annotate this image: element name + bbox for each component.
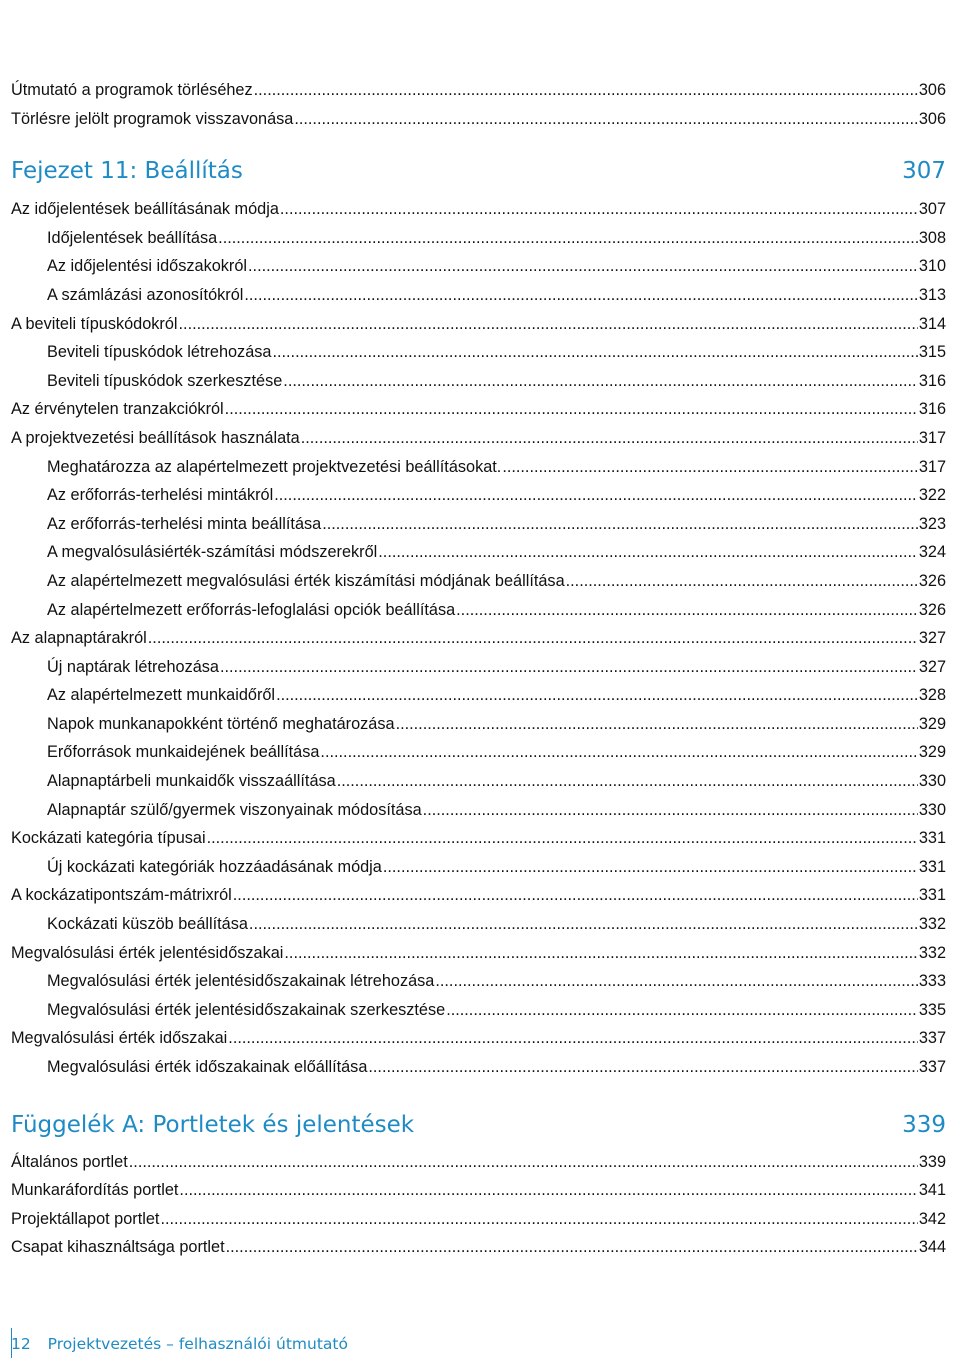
dot-leader bbox=[368, 1053, 917, 1082]
toc-entry[interactable] bbox=[11, 853, 946, 882]
toc-entry-title: Az alapértelmezett munkaidőről bbox=[47, 686, 276, 705]
toc-entry-page: 323 bbox=[918, 514, 946, 533]
chapter-page: 307 bbox=[902, 158, 946, 185]
toc-entry[interactable] bbox=[11, 510, 946, 539]
dot-leader bbox=[456, 596, 918, 625]
dot-leader bbox=[218, 224, 918, 253]
dot-leader bbox=[248, 252, 918, 281]
dot-leader bbox=[228, 1024, 918, 1053]
toc-entry-page: 329 bbox=[918, 714, 946, 733]
toc-entry[interactable] bbox=[11, 1176, 946, 1205]
toc-entry[interactable] bbox=[11, 824, 946, 853]
toc-entry-title: Az erőforrás-terhelési minta beállítása bbox=[47, 514, 322, 533]
toc-entry-page: 314 bbox=[918, 314, 946, 333]
toc-entry[interactable] bbox=[11, 76, 946, 105]
toc-entry-title: Az időjelentési időszakokról bbox=[47, 257, 248, 276]
dot-leader bbox=[160, 1205, 917, 1234]
dot-leader bbox=[283, 367, 918, 396]
toc-entry-page: 317 bbox=[918, 428, 946, 447]
toc-entry-title: Megvalósulási érték jelentésidőszakai bbox=[11, 943, 284, 962]
dot-leader bbox=[502, 453, 918, 482]
dot-leader bbox=[274, 481, 918, 510]
toc-entry[interactable] bbox=[11, 224, 946, 253]
toc-entry-page: 333 bbox=[918, 972, 946, 991]
toc-entry-title: A projektvezetési beállítások használata bbox=[11, 428, 300, 447]
toc-entry[interactable] bbox=[11, 395, 946, 424]
toc-entry-title: Megvalósulási érték jelentésidőszakainak szerkesztése bbox=[47, 1000, 446, 1019]
toc-entry[interactable] bbox=[11, 681, 946, 710]
toc-entry-page: 344 bbox=[918, 1238, 946, 1257]
toc-entry-page: 306 bbox=[918, 109, 946, 128]
toc-entry-page: 330 bbox=[918, 800, 946, 819]
dot-leader bbox=[179, 310, 918, 339]
toc-entry[interactable] bbox=[11, 967, 946, 996]
dot-leader bbox=[220, 653, 918, 682]
toc-entry-page: 316 bbox=[918, 400, 946, 419]
toc-entry-title: Csapat kihasználtsága portlet bbox=[11, 1238, 225, 1257]
toc-entry-page: 322 bbox=[918, 486, 946, 505]
toc-entry-title: Útmutató a programok törléséhez bbox=[11, 81, 253, 99]
toc-entry-page: 315 bbox=[918, 343, 946, 362]
chapter-title: Fejezet 11: Beállítás bbox=[11, 158, 243, 185]
toc-entry[interactable] bbox=[11, 881, 946, 910]
toc-entry-title: Új kockázati kategóriák hozzáadásának módja bbox=[47, 857, 382, 876]
toc-entry-page: 329 bbox=[918, 743, 946, 762]
toc-entry-page: 317 bbox=[918, 457, 946, 476]
toc-entry[interactable] bbox=[11, 738, 946, 767]
toc-group bbox=[11, 195, 946, 1081]
toc-entry-page: 339 bbox=[918, 1152, 946, 1171]
toc-entry[interactable] bbox=[11, 281, 946, 310]
toc-entry-page: 326 bbox=[918, 600, 946, 619]
toc-entry[interactable] bbox=[11, 1205, 946, 1234]
toc-entry[interactable] bbox=[11, 1024, 946, 1053]
dot-leader bbox=[435, 967, 917, 996]
toc-entry-page: 341 bbox=[918, 1181, 946, 1200]
toc-entry[interactable] bbox=[11, 596, 946, 625]
toc-entry-title: A megvalósulásiérték-számítási módszerekről bbox=[47, 543, 378, 562]
toc-entry-title: Időjelentések beállítása bbox=[47, 228, 218, 247]
toc-entry-title: Munkaráfordítás portlet bbox=[11, 1181, 179, 1200]
dot-leader bbox=[129, 1148, 918, 1177]
toc-entry-title: Az alapértelmezett megvalósulási érték kiszámítási módjának beállítása bbox=[47, 571, 565, 590]
toc-entry[interactable] bbox=[11, 1233, 946, 1262]
toc-entry[interactable] bbox=[11, 1053, 946, 1082]
toc-entry-title: A beviteli típuskódokról bbox=[11, 314, 178, 333]
toc-entry-page: 335 bbox=[918, 1000, 946, 1019]
toc-entry-page: 327 bbox=[918, 629, 946, 648]
toc-entry-page: 310 bbox=[918, 257, 946, 276]
table-of-contents bbox=[11, 76, 946, 1262]
dot-leader bbox=[233, 881, 918, 910]
toc-entry-title: Megvalósulási érték időszakai bbox=[11, 1029, 228, 1048]
toc-entry[interactable] bbox=[11, 910, 946, 939]
appendix-heading[interactable] bbox=[11, 1102, 946, 1148]
dot-leader bbox=[254, 76, 918, 105]
footer-title: Projektvezetés – felhasználói útmutató bbox=[47, 1335, 348, 1353]
toc-entry[interactable] bbox=[11, 538, 946, 567]
toc-entry-title: Megvalósulási érték jelentésidőszakainak létrehozása bbox=[47, 972, 435, 991]
toc-entry[interactable] bbox=[11, 453, 946, 482]
dot-leader bbox=[566, 567, 918, 596]
toc-group bbox=[11, 1148, 946, 1262]
toc-entry-title: Törlésre jelölt programok visszavonása bbox=[11, 109, 294, 128]
toc-entry-title: Az érvénytelen tranzakciókról bbox=[11, 400, 224, 419]
appendix-title: Függelék A: Portletek és jelentések bbox=[11, 1111, 415, 1138]
toc-entry-page: 331 bbox=[918, 857, 946, 876]
toc-entry[interactable] bbox=[11, 653, 946, 682]
toc-entry-title: Megvalósulási érték időszakainak előállítása bbox=[47, 1058, 368, 1076]
toc-entry[interactable] bbox=[11, 1148, 946, 1177]
toc-entry-title: Alapnaptárbeli munkaidők visszaállítása bbox=[47, 772, 336, 791]
toc-entry-title: A számlázási azonosítókról bbox=[47, 285, 244, 304]
toc-entry-page: 331 bbox=[918, 829, 946, 848]
toc-entry-page: 342 bbox=[918, 1209, 946, 1228]
toc-entry-title: Az alapértelmezett erőforrás-lefoglalási opciók beállítása bbox=[47, 600, 456, 619]
toc-entry[interactable] bbox=[11, 424, 946, 453]
toc-entry-page: 306 bbox=[918, 81, 946, 99]
toc-entry[interactable] bbox=[11, 624, 946, 653]
toc-entry-title: Alapnaptár szülő/gyermek viszonyainak módosítása bbox=[47, 800, 422, 819]
dot-leader bbox=[280, 195, 918, 224]
toc-entry[interactable] bbox=[11, 195, 946, 224]
toc-entry[interactable] bbox=[11, 338, 946, 367]
toc-entry-title: Az időjelentések beállításának módja bbox=[11, 200, 279, 219]
toc-entry-page: 327 bbox=[918, 657, 946, 676]
toc-entry-page: 307 bbox=[918, 200, 946, 219]
dot-leader bbox=[272, 338, 917, 367]
dot-leader bbox=[294, 105, 918, 134]
toc-entry-page: 316 bbox=[918, 371, 946, 390]
dot-leader bbox=[301, 424, 918, 453]
dot-leader bbox=[207, 824, 918, 853]
toc-entry-title: Napok munkanapokként történő meghatározása bbox=[47, 714, 395, 733]
toc-entry-page: 328 bbox=[918, 686, 946, 705]
dot-leader bbox=[179, 1176, 917, 1205]
dot-leader bbox=[148, 624, 918, 653]
toc-entry-title: Kockázati küszöb beállítása bbox=[47, 915, 248, 934]
toc-entry-title: Általános portlet bbox=[11, 1152, 128, 1171]
dot-leader bbox=[225, 395, 918, 424]
dot-leader bbox=[322, 510, 918, 539]
toc-entry[interactable] bbox=[11, 567, 946, 596]
footer-page-number: 12 bbox=[11, 1335, 31, 1353]
dot-leader bbox=[396, 710, 918, 739]
dot-leader bbox=[284, 939, 917, 968]
dot-leader bbox=[446, 996, 918, 1025]
chapter-heading[interactable] bbox=[11, 147, 946, 195]
toc-entry-title: Az erőforrás-terhelési mintákról bbox=[47, 486, 274, 505]
toc-entry[interactable] bbox=[11, 367, 946, 396]
toc-entry-title: Projektállapot portlet bbox=[11, 1209, 160, 1228]
toc-entry-page: 331 bbox=[918, 886, 946, 905]
toc-entry-page: 330 bbox=[918, 772, 946, 791]
toc-entry[interactable] bbox=[11, 939, 946, 968]
toc-entry-title: Beviteli típuskódok szerkesztése bbox=[47, 371, 283, 390]
toc-entry-title: Beviteli típuskódok létrehozása bbox=[47, 343, 272, 362]
dot-leader bbox=[378, 538, 918, 567]
toc-entry[interactable] bbox=[11, 105, 946, 134]
toc-entry-page: 332 bbox=[918, 943, 946, 962]
dot-leader bbox=[383, 853, 918, 882]
toc-group bbox=[11, 76, 946, 133]
toc-entry[interactable] bbox=[11, 710, 946, 739]
dot-leader bbox=[226, 1233, 918, 1262]
toc-entry[interactable] bbox=[11, 252, 946, 281]
appendix-page: 339 bbox=[902, 1111, 946, 1138]
dot-leader bbox=[249, 910, 918, 939]
toc-entry-title: Az alapnaptárakról bbox=[11, 629, 147, 648]
dot-leader bbox=[423, 796, 918, 825]
toc-entry-title: Új naptárak létrehozása bbox=[47, 657, 219, 676]
toc-entry-page: 332 bbox=[918, 915, 946, 934]
toc-entry-page: 326 bbox=[918, 571, 946, 590]
page-footer bbox=[11, 1335, 348, 1353]
dot-leader bbox=[337, 767, 918, 796]
toc-entry-title: Kockázati kategória típusai bbox=[11, 829, 206, 848]
toc-entry-title: Meghatározza az alapértelmezett projektvezetési beállításokat. bbox=[47, 457, 502, 476]
toc-entry-page: 313 bbox=[918, 285, 946, 304]
toc-entry-page: 324 bbox=[918, 543, 946, 562]
dot-leader bbox=[276, 681, 918, 710]
toc-entry-page: 308 bbox=[918, 228, 946, 247]
toc-entry-title: A kockázatipontszám-mátrixról bbox=[11, 886, 232, 905]
toc-entry[interactable] bbox=[11, 996, 946, 1025]
dot-leader bbox=[320, 738, 917, 767]
toc-entry[interactable] bbox=[11, 767, 946, 796]
toc-entry-page: 337 bbox=[918, 1029, 946, 1048]
dot-leader bbox=[244, 281, 917, 310]
toc-entry[interactable] bbox=[11, 310, 946, 339]
toc-entry[interactable] bbox=[11, 796, 946, 825]
toc-entry[interactable] bbox=[11, 481, 946, 510]
toc-entry-page: 337 bbox=[918, 1058, 946, 1076]
toc-entry-title: Erőforrások munkaidejének beállítása bbox=[47, 743, 320, 762]
